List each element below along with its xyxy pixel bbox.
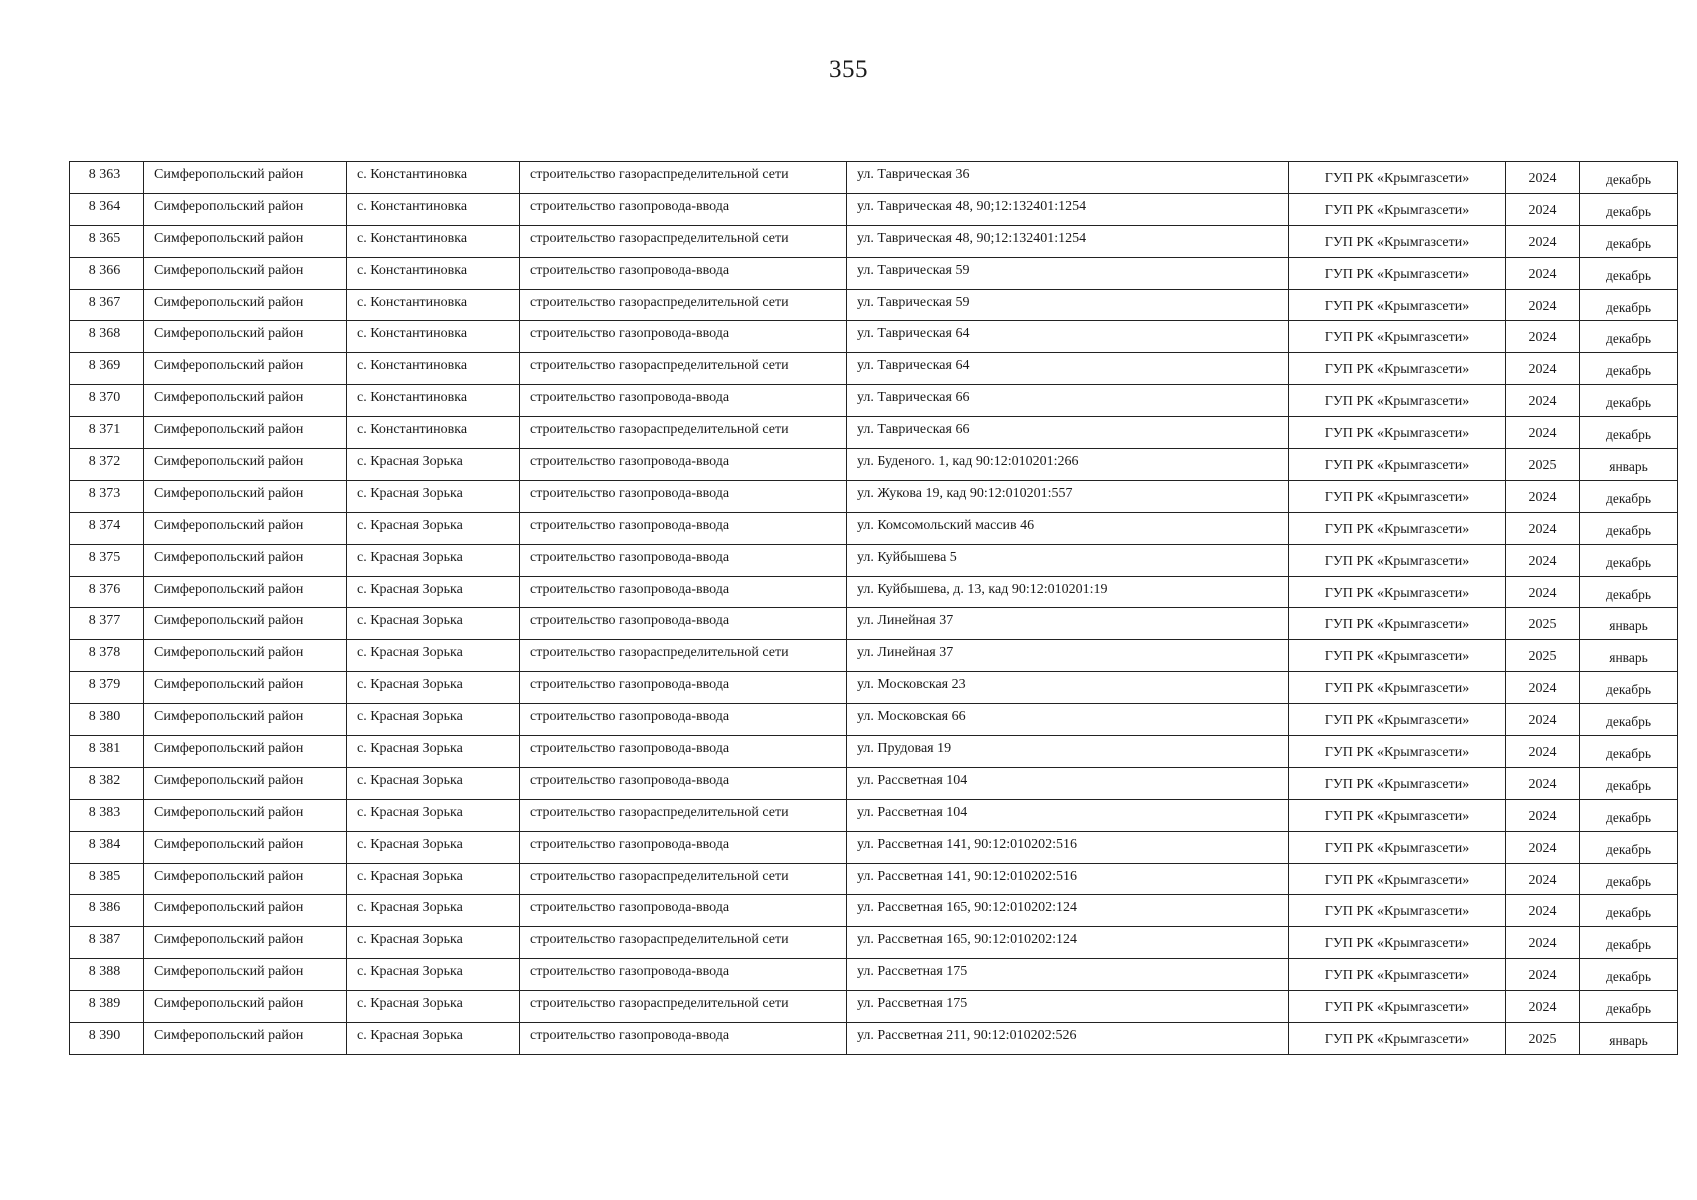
settlement-cell: с. Красная Зорька (347, 640, 520, 672)
year-cell: 2024 (1506, 417, 1580, 449)
organization-cell: ГУП РК «Крымгазсети» (1289, 225, 1506, 257)
organization-cell: ГУП РК «Крымгазсети» (1289, 863, 1506, 895)
organization-cell: ГУП РК «Крымгазсети» (1289, 321, 1506, 353)
district-cell: Симферопольский район (144, 544, 347, 576)
year-cell: 2024 (1506, 353, 1580, 385)
settlement-cell: с. Константиновка (347, 225, 520, 257)
month-cell: декабрь (1580, 512, 1678, 544)
row-number-cell: 8 376 (70, 576, 144, 608)
row-number-cell: 8 385 (70, 863, 144, 895)
organization-cell: ГУП РК «Крымгазсети» (1289, 385, 1506, 417)
work-type-cell: строительство газопровода-ввода (520, 449, 847, 481)
year-cell: 2024 (1506, 162, 1580, 194)
address-cell: ул. Рассветная 141, 90:12:010202:516 (847, 863, 1289, 895)
year-cell: 2025 (1506, 608, 1580, 640)
month-cell: декабрь (1580, 704, 1678, 736)
settlement-cell: с. Красная Зорька (347, 927, 520, 959)
row-number-cell: 8 366 (70, 257, 144, 289)
table-row (70, 799, 1678, 831)
row-number-cell: 8 371 (70, 417, 144, 449)
month-cell: декабрь (1580, 736, 1678, 768)
organization-cell: ГУП РК «Крымгазсети» (1289, 193, 1506, 225)
year-cell: 2024 (1506, 831, 1580, 863)
settlement-cell: с. Красная Зорька (347, 736, 520, 768)
month-cell: декабрь (1580, 257, 1678, 289)
month-cell: декабрь (1580, 959, 1678, 991)
settlement-cell: с. Красная Зорька (347, 544, 520, 576)
district-cell: Симферопольский район (144, 162, 347, 194)
year-cell: 2024 (1506, 321, 1580, 353)
table-row (70, 991, 1678, 1023)
address-cell: ул. Рассветная 104 (847, 767, 1289, 799)
organization-cell: ГУП РК «Крымгазсети» (1289, 162, 1506, 194)
year-cell: 2024 (1506, 767, 1580, 799)
work-type-cell: строительство газораспределительной сети (520, 289, 847, 321)
address-cell: ул. Буденого. 1, кад 90:12:010201:266 (847, 449, 1289, 481)
work-type-cell: строительство газораспределительной сети (520, 162, 847, 194)
year-cell: 2025 (1506, 449, 1580, 481)
address-cell: ул. Куйбышева 5 (847, 544, 1289, 576)
table-row (70, 640, 1678, 672)
settlement-cell: с. Красная Зорька (347, 991, 520, 1023)
month-cell: декабрь (1580, 193, 1678, 225)
table-row (70, 1023, 1678, 1055)
address-cell: ул. Таврическая 59 (847, 257, 1289, 289)
settlement-cell: с. Красная Зорька (347, 608, 520, 640)
district-cell: Симферопольский район (144, 767, 347, 799)
month-cell: декабрь (1580, 417, 1678, 449)
row-number-cell: 8 383 (70, 799, 144, 831)
organization-cell: ГУП РК «Крымгазсети» (1289, 736, 1506, 768)
row-number-cell: 8 382 (70, 767, 144, 799)
district-cell: Симферопольский район (144, 799, 347, 831)
year-cell: 2024 (1506, 959, 1580, 991)
district-cell: Симферопольский район (144, 512, 347, 544)
work-type-cell: строительство газопровода-ввода (520, 385, 847, 417)
district-cell: Симферопольский район (144, 959, 347, 991)
row-number-cell: 8 367 (70, 289, 144, 321)
year-cell: 2024 (1506, 289, 1580, 321)
settlement-cell: с. Константиновка (347, 321, 520, 353)
month-cell: декабрь (1580, 289, 1678, 321)
settlement-cell: с. Красная Зорька (347, 767, 520, 799)
table-row (70, 959, 1678, 991)
year-cell: 2024 (1506, 927, 1580, 959)
table-row (70, 927, 1678, 959)
row-number-cell: 8 372 (70, 449, 144, 481)
organization-cell: ГУП РК «Крымгазсети» (1289, 1023, 1506, 1055)
row-number-cell: 8 381 (70, 736, 144, 768)
settlement-cell: с. Красная Зорька (347, 576, 520, 608)
settlement-cell: с. Красная Зорька (347, 480, 520, 512)
district-cell: Симферопольский район (144, 480, 347, 512)
table-row (70, 449, 1678, 481)
month-cell: декабрь (1580, 799, 1678, 831)
table-row (70, 417, 1678, 449)
district-cell: Симферопольский район (144, 193, 347, 225)
page-number: 355 (829, 56, 868, 83)
month-cell: декабрь (1580, 162, 1678, 194)
month-cell: декабрь (1580, 225, 1678, 257)
work-type-cell: строительство газопровода-ввода (520, 895, 847, 927)
settlement-cell: с. Константиновка (347, 417, 520, 449)
settlement-cell: с. Красная Зорька (347, 1023, 520, 1055)
organization-cell: ГУП РК «Крымгазсети» (1289, 512, 1506, 544)
district-cell: Симферопольский район (144, 640, 347, 672)
settlement-cell: с. Константиновка (347, 162, 520, 194)
year-cell: 2024 (1506, 799, 1580, 831)
table-row (70, 480, 1678, 512)
row-number-cell: 8 370 (70, 385, 144, 417)
row-number-cell: 8 387 (70, 927, 144, 959)
table-row (70, 385, 1678, 417)
settlement-cell: с. Красная Зорька (347, 512, 520, 544)
organization-cell: ГУП РК «Крымгазсети» (1289, 927, 1506, 959)
year-cell: 2024 (1506, 704, 1580, 736)
address-cell: ул. Жукова 19, кад 90:12:010201:557 (847, 480, 1289, 512)
district-cell: Симферопольский район (144, 672, 347, 704)
table-row (70, 736, 1678, 768)
work-type-cell: строительство газопровода-ввода (520, 544, 847, 576)
district-cell: Симферопольский район (144, 449, 347, 481)
year-cell: 2025 (1506, 1023, 1580, 1055)
settlement-cell: с. Константиновка (347, 289, 520, 321)
address-cell: ул. Комсомольский массив 46 (847, 512, 1289, 544)
table-row (70, 895, 1678, 927)
organization-cell: ГУП РК «Крымгазсети» (1289, 353, 1506, 385)
row-number-cell: 8 364 (70, 193, 144, 225)
district-cell: Симферопольский район (144, 608, 347, 640)
year-cell: 2024 (1506, 480, 1580, 512)
table-row (70, 321, 1678, 353)
district-cell: Симферопольский район (144, 417, 347, 449)
district-cell: Симферопольский район (144, 927, 347, 959)
settlement-cell: с. Красная Зорька (347, 959, 520, 991)
district-cell: Симферопольский район (144, 704, 347, 736)
address-cell: ул. Рассветная 141, 90:12:010202:516 (847, 831, 1289, 863)
district-cell: Симферопольский район (144, 225, 347, 257)
month-cell: декабрь (1580, 991, 1678, 1023)
work-type-cell: строительство газораспределительной сети (520, 353, 847, 385)
gas-objects-table (69, 161, 1678, 1055)
year-cell: 2024 (1506, 257, 1580, 289)
work-type-cell: строительство газораспределительной сети (520, 417, 847, 449)
district-cell: Симферопольский район (144, 863, 347, 895)
work-type-cell: строительство газопровода-ввода (520, 767, 847, 799)
address-cell: ул. Таврическая 66 (847, 417, 1289, 449)
organization-cell: ГУП РК «Крымгазсети» (1289, 608, 1506, 640)
organization-cell: ГУП РК «Крымгазсети» (1289, 576, 1506, 608)
district-cell: Симферопольский район (144, 353, 347, 385)
settlement-cell: с. Красная Зорька (347, 672, 520, 704)
year-cell: 2024 (1506, 193, 1580, 225)
month-cell: декабрь (1580, 576, 1678, 608)
work-type-cell: строительство газопровода-ввода (520, 608, 847, 640)
table-row (70, 257, 1678, 289)
address-cell: ул. Рассветная 165, 90:12:010202:124 (847, 895, 1289, 927)
district-cell: Симферопольский район (144, 385, 347, 417)
month-cell: январь (1580, 608, 1678, 640)
work-type-cell: строительство газопровода-ввода (520, 576, 847, 608)
month-cell: декабрь (1580, 767, 1678, 799)
work-type-cell: строительство газопровода-ввода (520, 672, 847, 704)
row-number-cell: 8 380 (70, 704, 144, 736)
work-type-cell: строительство газопровода-ввода (520, 704, 847, 736)
district-cell: Симферопольский район (144, 289, 347, 321)
address-cell: ул. Прудовая 19 (847, 736, 1289, 768)
address-cell: ул. Таврическая 64 (847, 353, 1289, 385)
district-cell: Симферопольский район (144, 576, 347, 608)
settlement-cell: с. Константиновка (347, 193, 520, 225)
settlement-cell: с. Красная Зорька (347, 831, 520, 863)
settlement-cell: с. Константиновка (347, 353, 520, 385)
year-cell: 2024 (1506, 991, 1580, 1023)
row-number-cell: 8 384 (70, 831, 144, 863)
row-number-cell: 8 377 (70, 608, 144, 640)
address-cell: ул. Линейная 37 (847, 640, 1289, 672)
table-row (70, 672, 1678, 704)
table-row (70, 353, 1678, 385)
district-cell: Симферопольский район (144, 257, 347, 289)
table-row (70, 162, 1678, 194)
work-type-cell: строительство газопровода-ввода (520, 257, 847, 289)
month-cell: декабрь (1580, 385, 1678, 417)
year-cell: 2024 (1506, 385, 1580, 417)
row-number-cell: 8 389 (70, 991, 144, 1023)
address-cell: ул. Таврическая 59 (847, 289, 1289, 321)
month-cell: декабрь (1580, 480, 1678, 512)
month-cell: декабрь (1580, 353, 1678, 385)
year-cell: 2024 (1506, 544, 1580, 576)
work-type-cell: строительство газопровода-ввода (520, 736, 847, 768)
year-cell: 2024 (1506, 576, 1580, 608)
work-type-cell: строительство газораспределительной сети (520, 640, 847, 672)
address-cell: ул. Московская 23 (847, 672, 1289, 704)
month-cell: декабрь (1580, 831, 1678, 863)
row-number-cell: 8 363 (70, 162, 144, 194)
address-cell: ул. Московская 66 (847, 704, 1289, 736)
work-type-cell: строительство газораспределительной сети (520, 991, 847, 1023)
work-type-cell: строительство газопровода-ввода (520, 193, 847, 225)
row-number-cell: 8 386 (70, 895, 144, 927)
year-cell: 2024 (1506, 895, 1580, 927)
organization-cell: ГУП РК «Крымгазсети» (1289, 672, 1506, 704)
table-row (70, 767, 1678, 799)
month-cell: январь (1580, 1023, 1678, 1055)
organization-cell: ГУП РК «Крымгазсети» (1289, 831, 1506, 863)
row-number-cell: 8 373 (70, 480, 144, 512)
organization-cell: ГУП РК «Крымгазсети» (1289, 991, 1506, 1023)
work-type-cell: строительство газораспределительной сети (520, 927, 847, 959)
organization-cell: ГУП РК «Крымгазсети» (1289, 704, 1506, 736)
district-cell: Симферопольский район (144, 1023, 347, 1055)
month-cell: декабрь (1580, 863, 1678, 895)
settlement-cell: с. Красная Зорька (347, 449, 520, 481)
row-number-cell: 8 374 (70, 512, 144, 544)
year-cell: 2024 (1506, 512, 1580, 544)
work-type-cell: строительство газораспределительной сети (520, 863, 847, 895)
address-cell: ул. Куйбышева, д. 13, кад 90:12:010201:19 (847, 576, 1289, 608)
settlement-cell: с. Красная Зорька (347, 704, 520, 736)
table-body (70, 162, 1678, 1055)
work-type-cell: строительство газопровода-ввода (520, 321, 847, 353)
organization-cell: ГУП РК «Крымгазсети» (1289, 767, 1506, 799)
address-cell: ул. Линейная 37 (847, 608, 1289, 640)
month-cell: декабрь (1580, 672, 1678, 704)
work-type-cell: строительство газораспределительной сети (520, 225, 847, 257)
year-cell: 2024 (1506, 672, 1580, 704)
table-row (70, 544, 1678, 576)
address-cell: ул. Таврическая 66 (847, 385, 1289, 417)
address-cell: ул. Рассветная 175 (847, 991, 1289, 1023)
organization-cell: ГУП РК «Крымгазсети» (1289, 257, 1506, 289)
table-row (70, 704, 1678, 736)
table-row (70, 831, 1678, 863)
address-cell: ул. Таврическая 48, 90;12:132401:1254 (847, 193, 1289, 225)
settlement-cell: с. Красная Зорька (347, 799, 520, 831)
organization-cell: ГУП РК «Крымгазсети» (1289, 480, 1506, 512)
row-number-cell: 8 388 (70, 959, 144, 991)
table-row (70, 576, 1678, 608)
organization-cell: ГУП РК «Крымгазсети» (1289, 417, 1506, 449)
month-cell: декабрь (1580, 927, 1678, 959)
year-cell: 2025 (1506, 640, 1580, 672)
table-row (70, 608, 1678, 640)
year-cell: 2024 (1506, 225, 1580, 257)
month-cell: декабрь (1580, 321, 1678, 353)
month-cell: январь (1580, 640, 1678, 672)
month-cell: январь (1580, 449, 1678, 481)
address-cell: ул. Рассветная 104 (847, 799, 1289, 831)
settlement-cell: с. Константиновка (347, 385, 520, 417)
table-row (70, 225, 1678, 257)
organization-cell: ГУП РК «Крымгазсети» (1289, 959, 1506, 991)
row-number-cell: 8 369 (70, 353, 144, 385)
work-type-cell: строительство газопровода-ввода (520, 959, 847, 991)
year-cell: 2024 (1506, 736, 1580, 768)
row-number-cell: 8 365 (70, 225, 144, 257)
district-cell: Симферопольский район (144, 895, 347, 927)
row-number-cell: 8 390 (70, 1023, 144, 1055)
settlement-cell: с. Константиновка (347, 257, 520, 289)
work-type-cell: строительство газопровода-ввода (520, 1023, 847, 1055)
organization-cell: ГУП РК «Крымгазсети» (1289, 799, 1506, 831)
district-cell: Симферопольский район (144, 831, 347, 863)
organization-cell: ГУП РК «Крымгазсети» (1289, 895, 1506, 927)
gas-objects-table-container (69, 161, 1678, 1055)
district-cell: Симферопольский район (144, 736, 347, 768)
settlement-cell: с. Красная Зорька (347, 895, 520, 927)
row-number-cell: 8 368 (70, 321, 144, 353)
settlement-cell: с. Красная Зорька (347, 863, 520, 895)
work-type-cell: строительство газопровода-ввода (520, 831, 847, 863)
address-cell: ул. Таврическая 64 (847, 321, 1289, 353)
district-cell: Симферопольский район (144, 321, 347, 353)
organization-cell: ГУП РК «Крымгазсети» (1289, 544, 1506, 576)
work-type-cell: строительство газопровода-ввода (520, 512, 847, 544)
row-number-cell: 8 378 (70, 640, 144, 672)
address-cell: ул. Рассветная 211, 90:12:010202:526 (847, 1023, 1289, 1055)
table-row (70, 289, 1678, 321)
table-row (70, 512, 1678, 544)
organization-cell: ГУП РК «Крымгазсети» (1289, 289, 1506, 321)
district-cell: Симферопольский район (144, 991, 347, 1023)
month-cell: декабрь (1580, 544, 1678, 576)
work-type-cell: строительство газопровода-ввода (520, 480, 847, 512)
row-number-cell: 8 375 (70, 544, 144, 576)
table-row (70, 193, 1678, 225)
address-cell: ул. Рассветная 175 (847, 959, 1289, 991)
organization-cell: ГУП РК «Крымгазсети» (1289, 640, 1506, 672)
address-cell: ул. Таврическая 36 (847, 162, 1289, 194)
table-row (70, 863, 1678, 895)
address-cell: ул. Таврическая 48, 90;12:132401:1254 (847, 225, 1289, 257)
month-cell: декабрь (1580, 895, 1678, 927)
address-cell: ул. Рассветная 165, 90:12:010202:124 (847, 927, 1289, 959)
work-type-cell: строительство газораспределительной сети (520, 799, 847, 831)
organization-cell: ГУП РК «Крымгазсети» (1289, 449, 1506, 481)
row-number-cell: 8 379 (70, 672, 144, 704)
year-cell: 2024 (1506, 863, 1580, 895)
